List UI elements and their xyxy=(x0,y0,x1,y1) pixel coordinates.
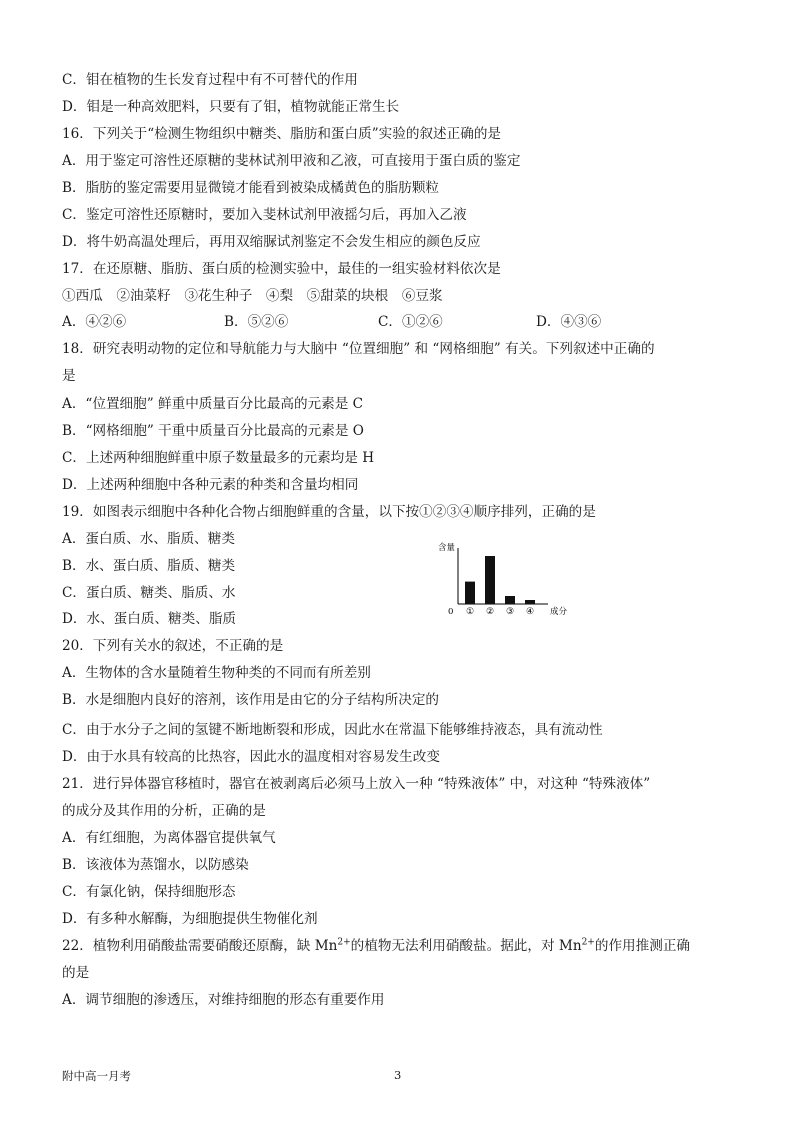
chart-tick-label-3: ③ xyxy=(505,607,515,617)
q17-option-c: C．①②⑥ xyxy=(378,314,443,330)
q21-stem-line1: 21．进行异体器官移植时，器官在被剥离后必须马上放入一种 “特殊液体” 中，对这种 “特殊液体” xyxy=(62,776,651,792)
q19-option-a: A．蛋白质、水、脂质、糖类 xyxy=(62,531,235,547)
q19-option-c: C．蛋白质、糖类、脂质、水 xyxy=(62,585,236,601)
q22-stem-line1 xyxy=(62,936,690,956)
q21-option-d: D．有多种水解酶，为细胞提供生物催化剂 xyxy=(62,911,318,927)
q20-option-a: A．生物体的含水量随着生物种类的不同而有所差别 xyxy=(62,665,371,681)
q18-option-a: A．“位置细胞” 鲜重中质量百分比最高的元素是 C xyxy=(62,396,364,412)
q20-stem: 20．下列有关水的叙述，不正确的是 xyxy=(62,638,284,654)
q18-stem-line2: 是 xyxy=(62,368,76,384)
q22-superscript-2: 2+ xyxy=(581,937,595,948)
q19-option-d: D．水、蛋白质、糖类、脂质 xyxy=(62,611,237,627)
q22-stem-part1: 22．植物利用硝酸盐需要硝酸还原酶，缺 Mn xyxy=(62,938,338,954)
q18-stem-line1: 18．研究表明动物的定位和导航能力与大脑中 “位置细胞” 和 “网格细胞” 有关。下列叙述中正确的 xyxy=(62,341,655,357)
q21-option-a: A．有红细胞，为离体器官提供氧气 xyxy=(62,830,276,846)
q16-option-c: C．鉴定可溶性还原糖时，要加入斐林试剂甲液摇匀后，再加入乙液 xyxy=(62,207,467,223)
q17-option-a: A．④②⑥ xyxy=(62,314,127,330)
q18-option-b: B．“网格细胞” 干重中质量百分比最高的元素是 O xyxy=(62,423,364,439)
q21-option-b: B．该液体为蒸馏水，以防感染 xyxy=(62,857,249,873)
chart-bar-3 xyxy=(505,596,515,604)
q22-stem-part3: 的作用推测正确 xyxy=(594,938,691,954)
q18-option-c: C．上述两种细胞鲜重中原子数量最多的元素均是 H xyxy=(62,450,375,466)
q22-superscript-1: 2+ xyxy=(337,937,351,948)
q17-materials: ①西瓜 ②油菜籽 ③花生种子 ④梨 ⑤甜菜的块根 ⑥豆浆 xyxy=(62,288,443,304)
q15-option-c: C．钼在植物的生长发育过程中有不可替代的作用 xyxy=(62,72,358,88)
q22-stem-part2: 的植物无法利用硝酸盐。据此，对 Mn xyxy=(350,938,582,954)
q21-stem-line2: 的成分及其作用的分析，正确的是 xyxy=(62,803,266,819)
q20-option-d: D．由于水具有较高的比热容，因此水的温度相对容易发生改变 xyxy=(62,749,440,765)
q17-option-d: D．④③⑥ xyxy=(536,314,602,330)
q16-option-a: A．用于鉴定可溶性还原糖的斐林试剂甲液和乙液，可直接用于蛋白质的鉴定 xyxy=(62,153,521,169)
q17-option-b: B．⑤②⑥ xyxy=(224,314,289,330)
q15-option-d: D．钼是一种高效肥料，只要有了钼，植物就能正常生长 xyxy=(62,99,400,115)
footer-exam-title: 附中高一月考 xyxy=(62,1069,131,1083)
chart-ylabel: 含量 xyxy=(438,543,456,553)
chart-bar-4 xyxy=(525,600,535,604)
chart-tick-label-4: ④ xyxy=(525,607,535,617)
q22-stem-line2: 的是 xyxy=(62,965,90,981)
chart-tick-label-2: ② xyxy=(485,607,495,617)
q19-option-b: B．水、蛋白质、脂质、糖类 xyxy=(62,558,236,574)
chart-bar-1 xyxy=(465,582,475,604)
q17-options xyxy=(62,312,662,332)
footer-page-number: 3 xyxy=(394,1068,402,1082)
q22-option-a: A．调节细胞的渗透压，对维持细胞的形态有重要作用 xyxy=(62,992,385,1008)
q19-stem: 19．如图表示细胞中各种化合物占细胞鲜重的含量，以下按①②③④顺序排列，正确的是 xyxy=(62,504,596,520)
q20-option-c: C．由于水分子之间的氢键不断地断裂和形成，因此水在常温下能够维持液态，具有流动性 xyxy=(62,722,603,738)
chart-tick-label-1: ① xyxy=(465,607,475,617)
q20-option-b: B．水是细胞内良好的溶剂，该作用是由它的分子结构所决定的 xyxy=(62,692,440,708)
q21-option-c: C．有氯化钠，保持细胞形态 xyxy=(62,884,236,900)
chart-xlabel: 成分 xyxy=(550,607,568,617)
q19-bar-chart xyxy=(430,540,580,620)
q18-option-d: D．上述两种细胞中各种元素的种类和含量均相同 xyxy=(62,477,359,493)
q16-stem: 16．下列关于“检测生物组织中糖类、脂肪和蛋白质”实验的叙述正确的是 xyxy=(62,126,502,142)
chart-origin-label: 0 xyxy=(448,607,454,617)
q17-stem: 17．在还原糖、脂肪、蛋白质的检测实验中，最佳的一组实验材料依次是 xyxy=(62,261,501,277)
q16-option-d: D．将牛奶高温处理后，再用双缩脲试剂鉴定不会发生相应的颜色反应 xyxy=(62,234,481,250)
chart-bar-2 xyxy=(485,556,495,604)
q16-option-b: B．脂肪的鉴定需要用显微镜才能看到被染成橘黄色的脂肪颗粒 xyxy=(62,180,440,196)
